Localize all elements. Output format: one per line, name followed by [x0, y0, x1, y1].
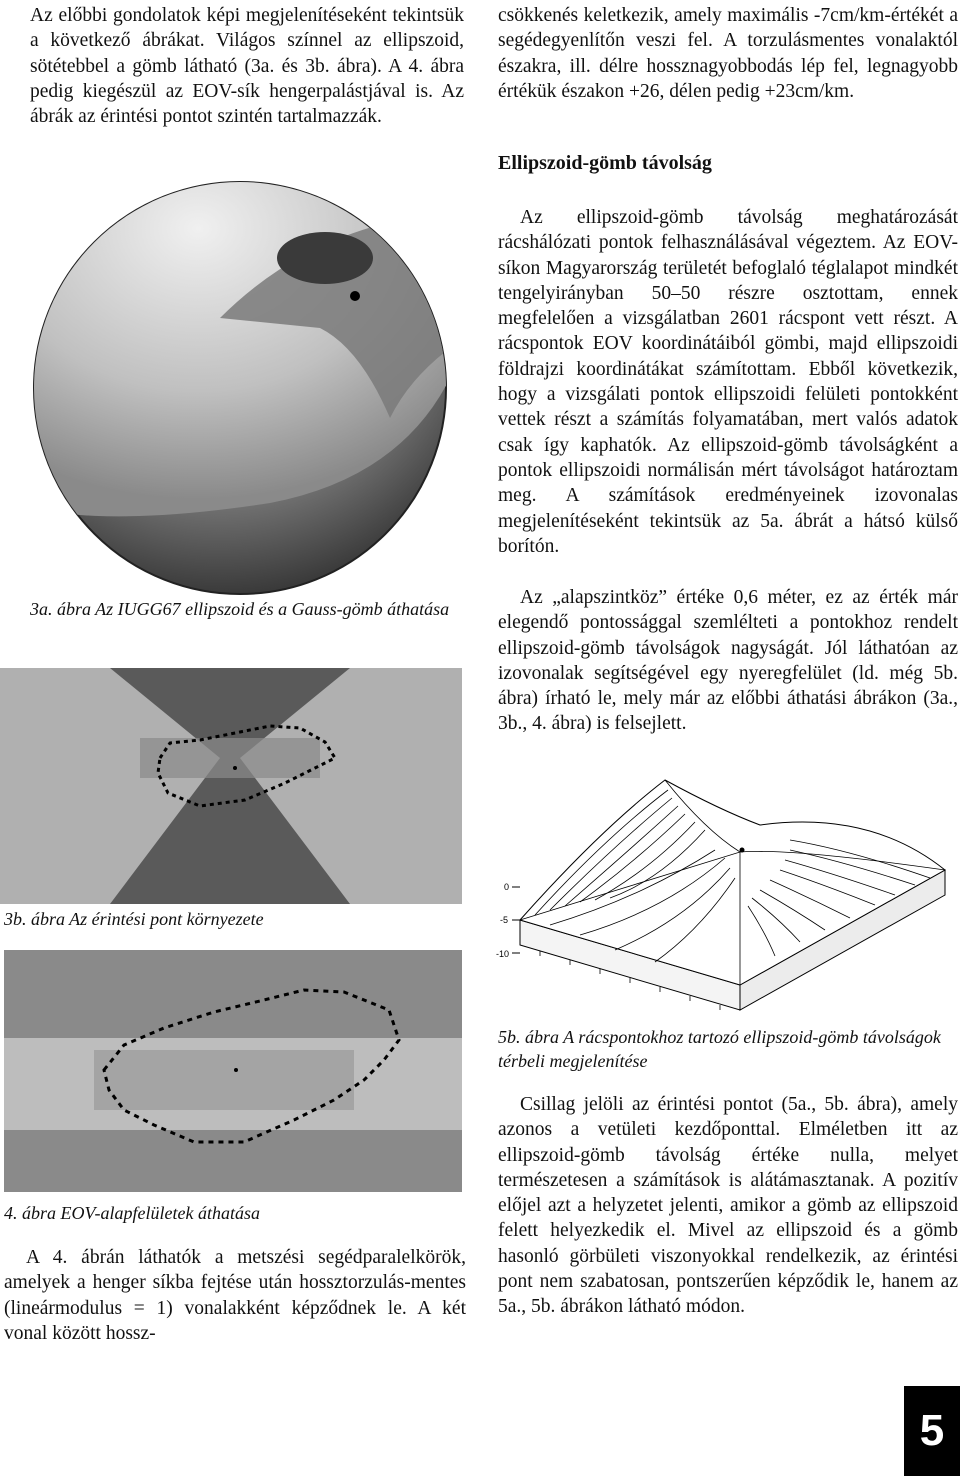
right-paragraph-1: Az ellipszoid-gömb távolság meghatározását rácshálózati pontok felhasználásával végeztem. Az EOV-síkon Magyarország területét befoglaló téglalapot mindkét tengelyirányban 50–50 részre osztottam, ennek megfelelően a vizsgálatban 2601 rácspont vett részt. A rácspontok EOV koordinátáiból gömbi, majd ellipszoidi földrajzi koordinátákat számítottam. Ebből következik, hogy a vizsgálati pontok ellipszoidi felületi pontokként vettek részt a számítás folyamatában, mert valós adatok csak így kaphatók. Az ellipszoid-gömb távolságként a pontok ellipszoidi normálisán mért távolságot határoztam meg. A számítások eredményeinek izovonalas megjelenítéseként tekintsük az 5a. ábrát a hátsó külső borítón. [498, 207, 958, 557]
tangent-point-marker [350, 291, 360, 301]
right-paragraph-3: Csillag jelöli az érintési pontot (5a., 5b. ábra), amely azonos a vetületi kezdőponttal. Elméletben itt az ellipszoid-gömb távolság értéke nulla, melyet természetesen a számítások is alátámasztanak. A pozitív előjel azt a helyzetet jelenti, amikor a gömb az ellipszoid felett helyezkedik el. Mivel az ellipszoid és a gömb hasonló görbületi viszonyokkal rendelkezik, az érintési pont nem szabatosan, pontszerűen képződik le, hanem az 5a., 5b. ábrákon látható módon. [498, 1094, 958, 1318]
section-heading: Ellipszoid-gömb távolság [498, 152, 712, 174]
figure-4-eov-surfaces [4, 950, 462, 1192]
page-number: 5 [904, 1386, 960, 1476]
z-tick-0: 0 [504, 882, 510, 892]
figure-3b-tangent-area [0, 668, 462, 904]
right-top-paragraph: csökkenés keletkezik, amely maximális -7cm/km-értékét a segédegyenlítőn veszi fel. A torzulásmentes vonalaktól északra, ill. délre hossznagyobbodás lép fel, legnagyobb értékük északon +26, délen pedig +23cm/km. [498, 5, 958, 102]
figure-5b-surface-plot [490, 770, 960, 1020]
figure-3a-sphere [30, 178, 450, 598]
right-paragraph-2: Az „alapszintköz” értéke 0,6 méter, ez az érték már elegendő pontossággal szemlélteti a pontokhoz rendelt ellipszoid-gömb távolságok nagyságát. Jól láthatóan az izovonalak segítségével egy nyeregfelület (ld. még 5b. ábra) írható le, mely már az előbbi áthatási ábrákon (3a., 3b., 4. ábra) is felsejlett. [498, 587, 958, 735]
figure-5b-caption: 5b. ábra A rácspontokhoz tartozó ellipszoid-gömb távolságok térbeli megjelenítése [498, 1027, 941, 1071]
figure-3b-caption: 3b. ábra Az érintési pont környezete [4, 909, 264, 929]
figure-3a-caption: 3a. ábra Az IUGG67 ellipszoid és a Gauss-gömb áthatása [30, 599, 450, 619]
z-tick-minus10: -10 [496, 949, 510, 959]
intro-paragraph: Az előbbi gondolatok képi megjelenítéseként tekintsük a következő ábrákat. Világos színnel az ellipszoid, sötétebbel a gömb látható (3a. és 3b. ábra). A 4. ábra pedig kiegészül az EOV-sík hengerpalástjával is. Az ábrák az érintési pontot szintén tartalmazzák. [30, 5, 464, 128]
z-tick-minus5: -5 [500, 915, 509, 925]
figure-4-caption: 4. ábra EOV-alapfelületek áthatása [4, 1203, 260, 1223]
bottom-left-paragraph: A 4. ábrán láthatók a metszési segédparalelkörök, amelyek a henger síkba fejtése után hossztorzulás-mentes (lineármodulus = 1) vonalakként képződnek le. A két vonal között hossz- [4, 1247, 466, 1344]
